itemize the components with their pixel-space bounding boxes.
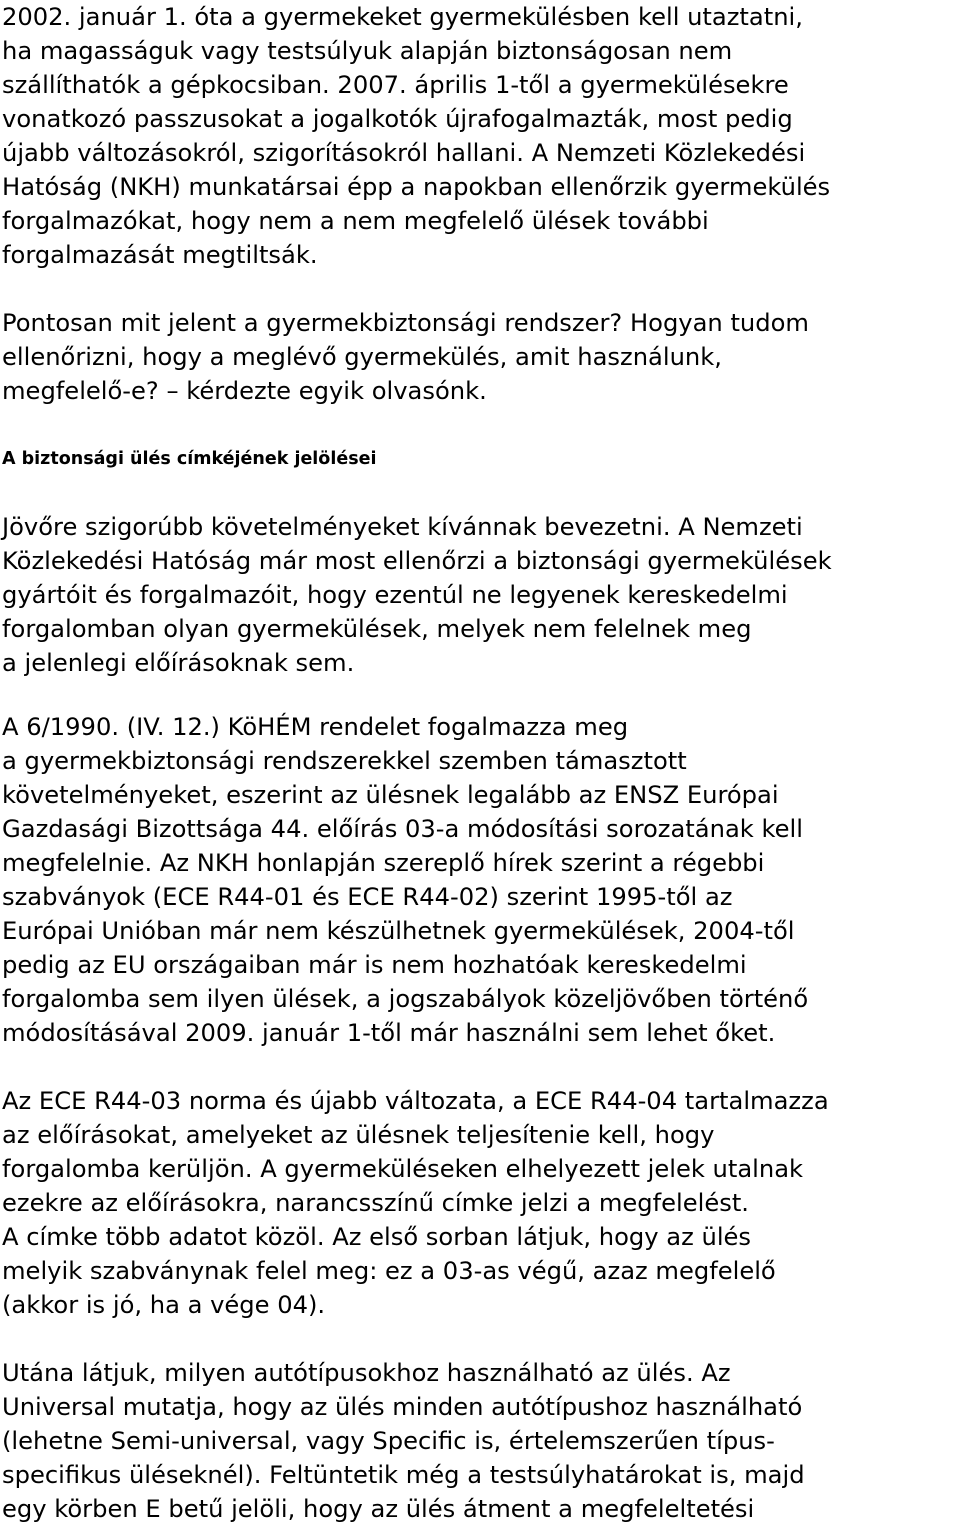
paragraph-intro: [2, 0, 958, 272]
text-line: Jövőre szigorúbb követelményeket kívánnak bevezetni. A Nemzeti: [2, 513, 803, 541]
text-line: (akkor is jó, ha a vége 04).: [2, 1291, 326, 1319]
text-line: a gyermekbiztonsági rendszerekkel szemben támasztott: [2, 747, 687, 775]
text-line: módosításával 2009. január 1-től már használni sem lehet őket.: [2, 1019, 776, 1047]
text-line: követelményeket, eszerint az ülésnek legalább az ENSZ Európai: [2, 781, 779, 809]
text-line: Gazdasági Bizottsága 44. előírás 03-a módosítási sorozatának kell: [2, 815, 803, 843]
text-line: melyik szabványnak felel meg: ez a 03-as végű, azaz megfelelő: [2, 1257, 776, 1285]
text-line: Közlekedési Hatóság már most ellenőrzi a biztonsági gyermekülések: [2, 547, 832, 575]
text-line: Az ECE R44-03 norma és újabb változata, a ECE R44-04 tartalmazza: [2, 1087, 829, 1115]
paragraph-spacer: [2, 476, 958, 510]
text-line: ellenőrizni, hogy a meglévő gyermekülés, amit használunk,: [2, 343, 722, 371]
paragraph-spacer: [2, 272, 958, 306]
text-line: Universal mutatja, hogy az ülés minden autótípushoz használható: [2, 1393, 803, 1421]
text-line: gyártóit és forgalmazóit, hogy ezentúl ne legyenek kereskedelmi: [2, 581, 788, 609]
text-line: forgalomba sem ilyen ülések, a jogszabályok közeljövőben történő: [2, 985, 809, 1013]
text-line: forgalmazását megtiltsák.: [2, 241, 318, 269]
text-line: forgalmazókat, hogy nem a nem megfelelő ülések további: [2, 207, 709, 235]
text-line: szabványok (ECE R44-01 és ECE R44-02) szerint 1995-től az: [2, 883, 733, 911]
text-line: szállíthatók a gépkocsiban. 2007. április 1-től a gyermekülésekre: [2, 71, 789, 99]
text-line: Pontosan mit jelent a gyermekbiztonsági rendszer? Hogyan tudom: [2, 309, 809, 337]
section-heading: A biztonsági ülés címkéjének jelölései: [2, 449, 377, 469]
text-line: ezekre az előírásokra, narancsszínű címke jelzi a megfelelést.: [2, 1189, 750, 1217]
text-line: specifikus üléseknél). Feltüntetik még a testsúlyhatárokat is, majd: [2, 1461, 805, 1489]
text-line: megfelelnie. Az NKH honlapján szereplő hírek szerint a régebbi: [2, 849, 765, 877]
text-line: 2002. január 1. óta a gyermekeket gyermekülésben kell utaztatni,: [2, 3, 803, 31]
paragraph-standards: [2, 1084, 958, 1322]
text-line: Európai Unióban már nem készülhetnek gyermekülések, 2004-től: [2, 917, 795, 945]
text-line: A címke több adatot közöl. Az első sorban látjuk, hogy az ülés: [2, 1223, 752, 1251]
paragraph-spacer: [2, 680, 958, 710]
text-line: pedig az EU országaiban már is nem hozhatóak kereskedelmi: [2, 951, 747, 979]
text-line: forgalomban olyan gyermekülések, melyek nem felelnek meg: [2, 615, 752, 643]
paragraph-question: [2, 306, 958, 408]
text-line: forgalomba kerüljön. A gyermeküléseken elhelyezett jelek utalnak: [2, 1155, 804, 1183]
text-line: újabb változásokról, szigorításokról hallani. A Nemzeti Közlekedési: [2, 139, 806, 167]
text-line: Utána látjuk, milyen autótípusokhoz használható az ülés. Az: [2, 1359, 731, 1387]
document-page: [2, 0, 958, 1526]
paragraph-requirements: [2, 510, 958, 680]
paragraph-spacer: [2, 1322, 958, 1356]
text-line: A 6/1990. (IV. 12.) KöHÉM rendelet fogalmazza meg: [2, 713, 629, 741]
paragraph-label-info: [2, 1356, 958, 1526]
text-line: (lehetne Semi-universal, vagy Specific is, értelemszerűen típus-: [2, 1427, 775, 1455]
text-line: vonatkozó passzusokat a jogalkotók újrafogalmazták, most pedig: [2, 105, 793, 133]
text-line: megfelelő-e? – kérdezte egyik olvasónk.: [2, 377, 487, 405]
paragraph-spacer: [2, 408, 958, 442]
text-line: ha magasságuk vagy testsúlyuk alapján biztonságosan nem: [2, 37, 733, 65]
text-line: az előírásokat, amelyeket az ülésnek teljesítenie kell, hogy: [2, 1121, 715, 1149]
text-line: a jelenlegi előírásoknak sem.: [2, 649, 355, 677]
text-line: Hatóság (NKH) munkatársai épp a napokban ellenőrzik gyermekülés: [2, 173, 831, 201]
paragraph-regulation: [2, 710, 958, 1050]
paragraph-spacer: [2, 1050, 958, 1084]
text-line: egy körben E betű jelöli, hogy az ülés átment a megfeleltetési: [2, 1495, 755, 1523]
